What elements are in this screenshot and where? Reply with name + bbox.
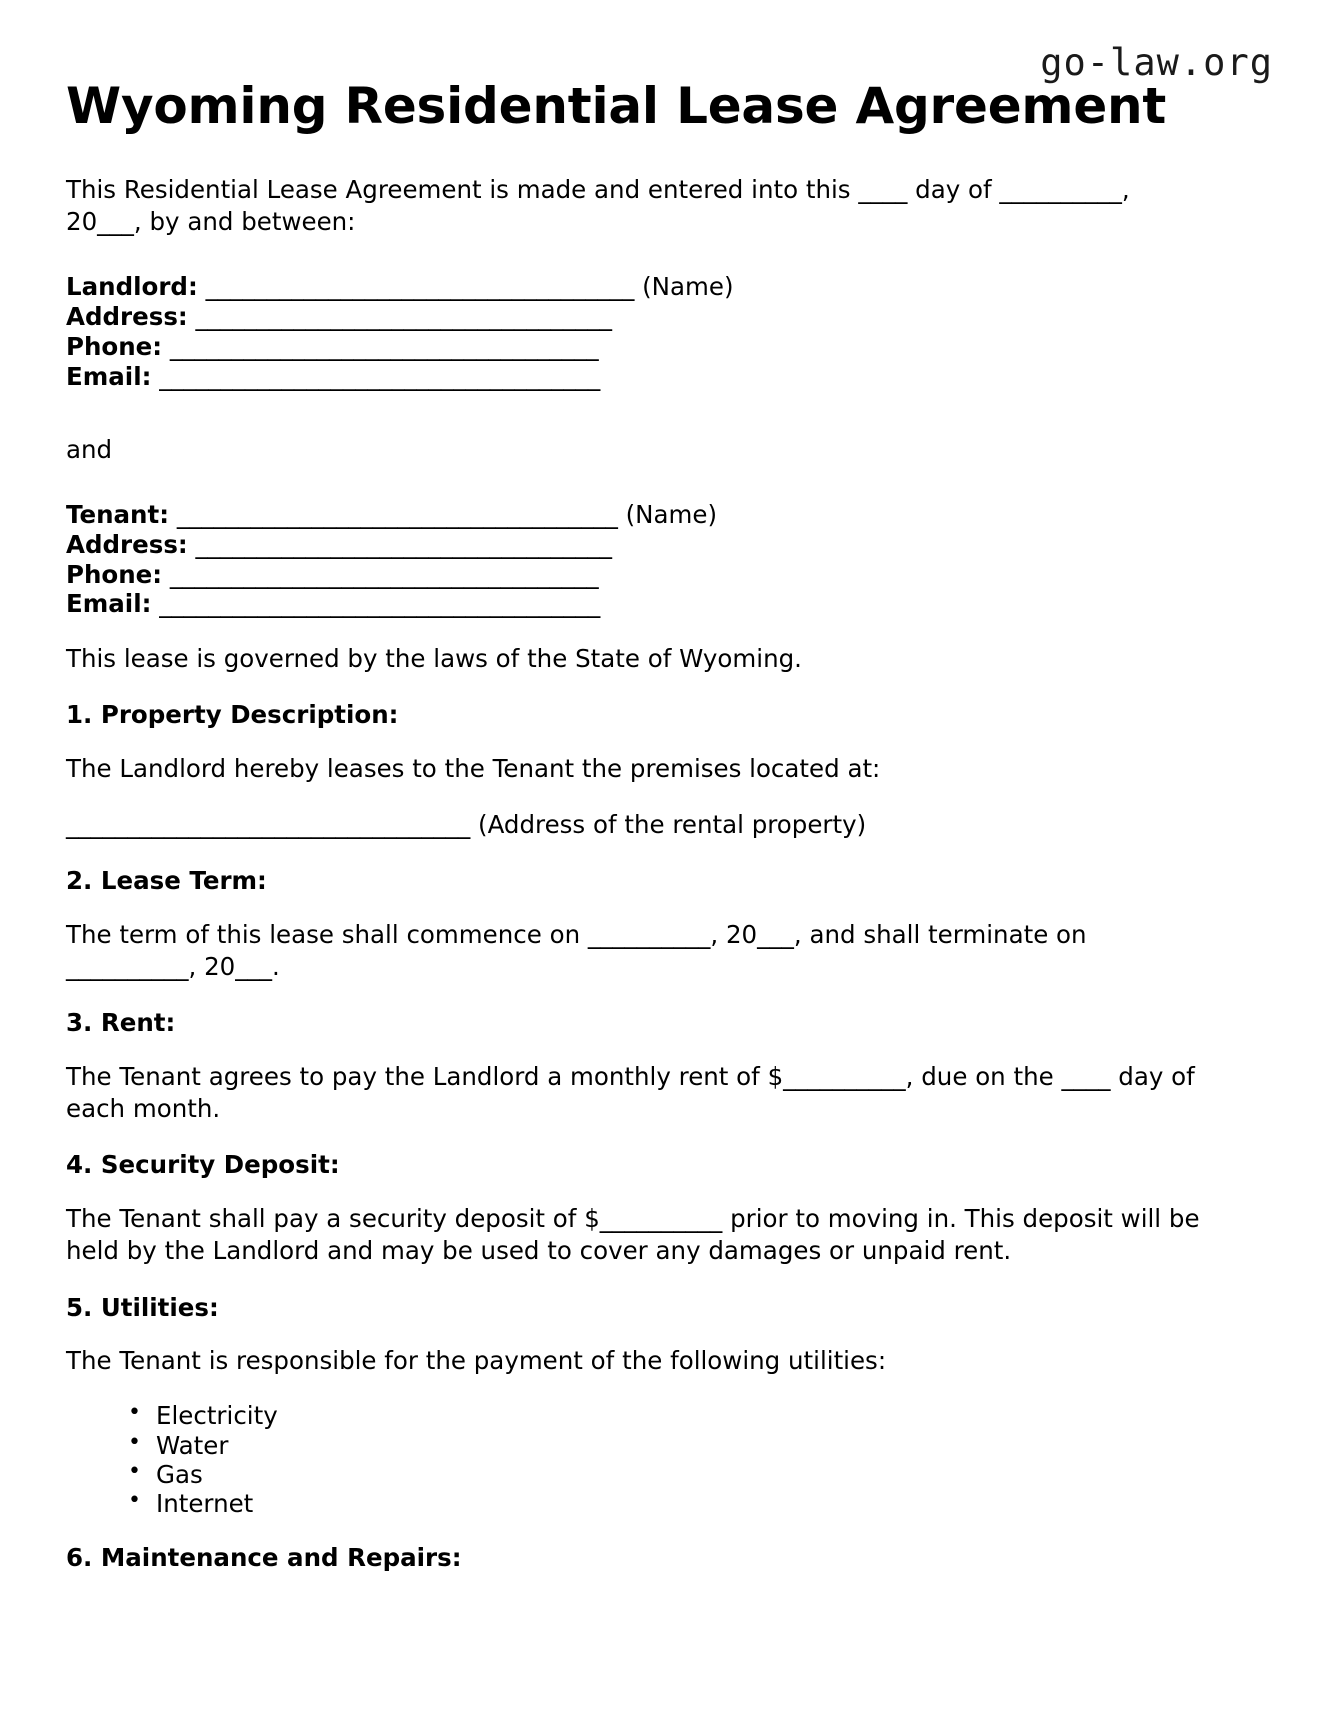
document-content — [66, 78, 1201, 1596]
spacer — [66, 262, 1201, 272]
site-watermark: go-law.org — [1040, 41, 1273, 84]
tenant-phone-blank[interactable]: ___________________________________ — [169, 559, 599, 589]
landlord-name-blank[interactable]: ___________________________________ — [205, 272, 635, 302]
tenant-email-blank[interactable]: ____________________________________ — [159, 589, 601, 619]
landlord-address-blank[interactable]: __________________________________ — [195, 302, 612, 332]
landlord-phone-label: Phone: — [66, 331, 163, 361]
spacer — [66, 416, 1201, 434]
tenant-email-label: Email: — [66, 589, 152, 619]
section-body-1: The Landlord hereby leases to the Tenant the premises located at: — [66, 754, 881, 784]
landlord-email-label: Email: — [66, 361, 152, 391]
list-item: • Gas — [128, 1460, 1201, 1489]
section-heading-2: 2. Lease Term: — [66, 866, 267, 896]
tenant-address-line — [66, 530, 1201, 560]
tenant-address-label: Address: — [66, 529, 188, 559]
property-address-line — [66, 809, 1201, 841]
tenant-block — [66, 500, 1201, 620]
landlord-name-label: Landlord: — [66, 272, 198, 302]
tenant-phone-line — [66, 560, 1201, 590]
landlord-phone-blank[interactable]: ___________________________________ — [169, 331, 599, 361]
section-heading-6: 6. Maintenance and Repairs: — [66, 1543, 462, 1572]
utilities-list — [66, 1401, 1201, 1518]
tenant-address-blank[interactable]: __________________________________ — [195, 529, 612, 559]
spacer — [66, 490, 1201, 500]
tenant-name-line — [66, 500, 1201, 530]
intro-paragraph: This Residential Lease Agreement is made and entered into this ____ day of __________, 20___, by and between: — [66, 175, 1130, 237]
section-heading-1: 1. Property Description: — [66, 700, 399, 730]
landlord-email-line — [66, 362, 1201, 392]
section-heading-5: 5. Utilities: — [66, 1292, 219, 1322]
landlord-name-hint: (Name) — [642, 272, 734, 302]
governing-law-paragraph: This lease is governed by the laws of the State of Wyoming. — [66, 644, 802, 674]
landlord-email-blank[interactable]: ____________________________________ — [159, 361, 601, 391]
tenant-name-label: Tenant: — [66, 499, 170, 529]
landlord-phone-line — [66, 332, 1201, 362]
list-item: • Internet — [128, 1489, 1201, 1518]
section-body-3: The Tenant agrees to pay the Landlord a monthly rent of $__________, due on the ____ day of each month. — [66, 1062, 1195, 1124]
section-heading-3: 3. Rent: — [66, 1008, 176, 1038]
property-address-blank[interactable]: _________________________________ — [66, 810, 471, 840]
page-title: Wyoming Residential Lease Agreement — [66, 77, 1167, 135]
tenant-name-blank[interactable]: ____________________________________ — [176, 499, 618, 529]
tenant-email-line — [66, 589, 1201, 619]
list-item: • Electricity — [128, 1401, 1201, 1430]
section-heading-4: 4. Security Deposit: — [66, 1150, 340, 1180]
section-body-4: The Tenant shall pay a security deposit of $__________ prior to moving in. This deposit will be held by the Landlord and may be used to cover any damages or unpaid rent. — [66, 1204, 1200, 1266]
list-item: • Water — [128, 1431, 1201, 1460]
tenant-name-hint: (Name) — [625, 499, 718, 529]
landlord-address-line — [66, 302, 1201, 332]
landlord-name-line — [66, 272, 1201, 302]
section-body-2: The term of this lease shall commence on __________, 20___, and shall terminate on __________, 20___. — [66, 920, 1087, 982]
landlord-block — [66, 272, 1201, 392]
section-body-5: The Tenant is responsible for the payment of the following utilities: — [66, 1346, 887, 1376]
landlord-address-label: Address: — [66, 302, 188, 332]
tenant-phone-label: Phone: — [66, 559, 163, 589]
conjunction-and: and — [66, 434, 113, 464]
property-address-hint: (Address of the rental property) — [478, 810, 867, 840]
